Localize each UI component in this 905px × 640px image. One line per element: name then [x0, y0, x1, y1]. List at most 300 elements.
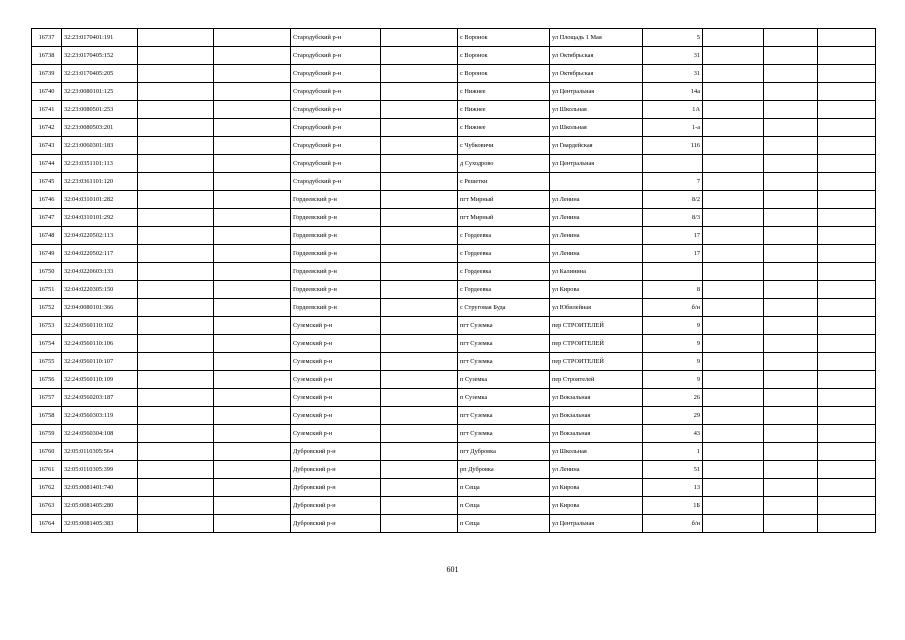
house-number-cell: 43 — [643, 425, 703, 443]
empty-cell — [818, 101, 876, 119]
empty-cell — [138, 479, 214, 497]
empty-cell — [214, 227, 291, 245]
empty-cell — [818, 47, 876, 65]
empty-cell — [764, 497, 818, 515]
empty-cell — [703, 65, 764, 83]
empty-cell — [703, 335, 764, 353]
table-row — [32, 443, 876, 461]
house-number-cell: 8/2 — [643, 191, 703, 209]
empty-cell — [214, 461, 291, 479]
empty-cell — [818, 515, 876, 533]
table-row — [32, 209, 876, 227]
empty-cell — [818, 29, 876, 47]
house-number-cell: 9 — [643, 371, 703, 389]
empty-cell — [818, 335, 876, 353]
row-number-cell: 16738 — [32, 47, 62, 65]
empty-cell — [818, 299, 876, 317]
settlement-cell: с Воронок — [458, 47, 550, 65]
street-cell: ул Калинина — [550, 263, 643, 281]
cadastral-number-cell: 32:24:0560304:108 — [62, 425, 138, 443]
empty-cell — [381, 191, 458, 209]
street-cell: ул Ленина — [550, 461, 643, 479]
settlement-cell: с Нижнее — [458, 101, 550, 119]
table-row — [32, 119, 876, 137]
street-cell: ул Школьная — [550, 101, 643, 119]
empty-cell — [381, 263, 458, 281]
cadastral-number-cell: 32:04:0220502:113 — [62, 227, 138, 245]
house-number-cell: 14а — [643, 83, 703, 101]
cadastral-number-cell: 32:23:0351101:113 — [62, 155, 138, 173]
empty-cell — [764, 191, 818, 209]
empty-cell — [818, 83, 876, 101]
settlement-cell: рп Дубровка — [458, 461, 550, 479]
empty-cell — [138, 137, 214, 155]
cadastral-number-cell: 32:24:0560203:187 — [62, 389, 138, 407]
street-cell: ул Вокзальная — [550, 425, 643, 443]
empty-cell — [818, 155, 876, 173]
empty-cell — [764, 443, 818, 461]
street-cell: ул Ленина — [550, 209, 643, 227]
empty-cell — [214, 443, 291, 461]
empty-cell — [818, 371, 876, 389]
empty-cell — [764, 335, 818, 353]
table-row — [32, 245, 876, 263]
cadastral-number-cell: 32:04:0220502:117 — [62, 245, 138, 263]
street-cell: пер СТРОИТЕЛЕЙ — [550, 335, 643, 353]
empty-cell — [764, 227, 818, 245]
district-cell: Стародубский р-н — [291, 155, 381, 173]
empty-cell — [818, 461, 876, 479]
empty-cell — [138, 83, 214, 101]
settlement-cell: с Гордеевка — [458, 227, 550, 245]
cadastral-number-cell: 32:23:0170405:152 — [62, 47, 138, 65]
table-body — [32, 29, 876, 533]
row-number-cell: 16746 — [32, 191, 62, 209]
house-number-cell: 116 — [643, 137, 703, 155]
empty-cell — [138, 353, 214, 371]
empty-cell — [764, 83, 818, 101]
district-cell: Стародубский р-н — [291, 83, 381, 101]
empty-cell — [818, 245, 876, 263]
empty-cell — [138, 317, 214, 335]
empty-cell — [214, 497, 291, 515]
district-cell: Гордеевский р-н — [291, 281, 381, 299]
empty-cell — [764, 353, 818, 371]
table-row — [32, 101, 876, 119]
cadastral-number-cell: 32:04:0310101:292 — [62, 209, 138, 227]
settlement-cell: пгт Суземка — [458, 425, 550, 443]
settlement-cell: пгт Суземка — [458, 407, 550, 425]
empty-cell — [764, 65, 818, 83]
empty-cell — [381, 407, 458, 425]
district-cell: Стародубский р-н — [291, 47, 381, 65]
table-row — [32, 317, 876, 335]
district-cell: Дубровский р-н — [291, 461, 381, 479]
settlement-cell: п Суземка — [458, 371, 550, 389]
row-number-cell: 16744 — [32, 155, 62, 173]
table-row — [32, 425, 876, 443]
district-cell: Суземский р-н — [291, 425, 381, 443]
empty-cell — [703, 245, 764, 263]
table-row — [32, 227, 876, 245]
empty-cell — [764, 281, 818, 299]
table-row — [32, 29, 876, 47]
empty-cell — [764, 425, 818, 443]
empty-cell — [818, 317, 876, 335]
house-number-cell: 1-а — [643, 119, 703, 137]
empty-cell — [703, 461, 764, 479]
street-cell: ул Школьная — [550, 119, 643, 137]
house-number-cell: 8/3 — [643, 209, 703, 227]
cadastral-number-cell: 32:24:0560303:119 — [62, 407, 138, 425]
row-number-cell: 16759 — [32, 425, 62, 443]
empty-cell — [818, 443, 876, 461]
row-number-cell: 16748 — [32, 227, 62, 245]
empty-cell — [703, 443, 764, 461]
cadastral-number-cell: 32:23:0080503:201 — [62, 119, 138, 137]
empty-cell — [703, 119, 764, 137]
district-cell: Суземский р-н — [291, 335, 381, 353]
empty-cell — [764, 209, 818, 227]
house-number-cell: 9 — [643, 353, 703, 371]
street-cell: ул Ленина — [550, 245, 643, 263]
cadastral-number-cell: 32:04:0080101:366 — [62, 299, 138, 317]
settlement-cell: д Суходрово — [458, 155, 550, 173]
empty-cell — [138, 263, 214, 281]
row-number-cell: 16747 — [32, 209, 62, 227]
house-number-cell: 1А — [643, 101, 703, 119]
row-number-cell: 16753 — [32, 317, 62, 335]
empty-cell — [818, 137, 876, 155]
empty-cell — [764, 155, 818, 173]
settlement-cell: п Сеща — [458, 479, 550, 497]
district-cell: Дубровский р-н — [291, 479, 381, 497]
settlement-cell: с Нижнее — [458, 83, 550, 101]
empty-cell — [214, 29, 291, 47]
row-number-cell: 16757 — [32, 389, 62, 407]
settlement-cell: п Суземка — [458, 389, 550, 407]
cadastral-number-cell: 32:23:0060301:183 — [62, 137, 138, 155]
empty-cell — [764, 515, 818, 533]
empty-cell — [764, 47, 818, 65]
house-number-cell: 8 — [643, 281, 703, 299]
house-number-cell — [643, 263, 703, 281]
empty-cell — [703, 479, 764, 497]
street-cell: ул Центральная — [550, 515, 643, 533]
empty-cell — [764, 101, 818, 119]
empty-cell — [214, 371, 291, 389]
cadastral-number-cell: 32:05:0110305:399 — [62, 461, 138, 479]
empty-cell — [818, 389, 876, 407]
empty-cell — [214, 191, 291, 209]
empty-cell — [138, 47, 214, 65]
empty-cell — [138, 245, 214, 263]
empty-cell — [138, 335, 214, 353]
row-number-cell: 16763 — [32, 497, 62, 515]
empty-cell — [214, 335, 291, 353]
settlement-cell: п Сеща — [458, 515, 550, 533]
district-cell: Стародубский р-н — [291, 137, 381, 155]
table-row — [32, 155, 876, 173]
cadastral-number-cell: 32:23:0080101:125 — [62, 83, 138, 101]
table-row — [32, 263, 876, 281]
empty-cell — [381, 173, 458, 191]
empty-cell — [818, 425, 876, 443]
settlement-cell: с Решетки — [458, 173, 550, 191]
street-cell — [550, 173, 643, 191]
empty-cell — [138, 299, 214, 317]
row-number-cell: 16750 — [32, 263, 62, 281]
house-number-cell: 51 — [643, 461, 703, 479]
cadastral-number-cell: 32:04:0310101:282 — [62, 191, 138, 209]
empty-cell — [214, 83, 291, 101]
empty-cell — [138, 119, 214, 137]
row-number-cell: 16764 — [32, 515, 62, 533]
street-cell: ул Центральная — [550, 83, 643, 101]
empty-cell — [818, 209, 876, 227]
empty-cell — [381, 281, 458, 299]
empty-cell — [764, 245, 818, 263]
table-row — [32, 83, 876, 101]
empty-cell — [818, 479, 876, 497]
empty-cell — [703, 47, 764, 65]
empty-cell — [214, 209, 291, 227]
empty-cell — [214, 425, 291, 443]
cadastral-number-cell: 32:24:0560110:102 — [62, 317, 138, 335]
house-number-cell: 13 — [643, 479, 703, 497]
empty-cell — [764, 263, 818, 281]
empty-cell — [214, 479, 291, 497]
empty-cell — [703, 425, 764, 443]
settlement-cell: с Струговая Буда — [458, 299, 550, 317]
empty-cell — [138, 497, 214, 515]
empty-cell — [214, 173, 291, 191]
empty-cell — [138, 443, 214, 461]
street-cell: пер СТРОИТЕЛЕЙ — [550, 317, 643, 335]
empty-cell — [214, 137, 291, 155]
empty-cell — [214, 515, 291, 533]
empty-cell — [381, 299, 458, 317]
empty-cell — [381, 155, 458, 173]
district-cell: Суземский р-н — [291, 317, 381, 335]
empty-cell — [381, 65, 458, 83]
street-cell: ул Школьная — [550, 443, 643, 461]
table-row — [32, 371, 876, 389]
cadastral-number-cell: 32:23:0080501:253 — [62, 101, 138, 119]
row-number-cell: 16756 — [32, 371, 62, 389]
district-cell: Стародубский р-н — [291, 173, 381, 191]
empty-cell — [703, 281, 764, 299]
district-cell: Гордеевский р-н — [291, 263, 381, 281]
settlement-cell: пгт Мирный — [458, 209, 550, 227]
cadastral-number-cell: 32:05:0081405:280 — [62, 497, 138, 515]
street-cell: ул Юбилейная — [550, 299, 643, 317]
empty-cell — [703, 317, 764, 335]
street-cell: ул Кирова — [550, 479, 643, 497]
empty-cell — [703, 353, 764, 371]
settlement-cell: с Гордеевка — [458, 263, 550, 281]
table-row — [32, 407, 876, 425]
empty-cell — [381, 83, 458, 101]
house-number-cell: 7 — [643, 173, 703, 191]
empty-cell — [381, 479, 458, 497]
settlement-cell: п Сеща — [458, 497, 550, 515]
empty-cell — [381, 515, 458, 533]
empty-cell — [764, 371, 818, 389]
empty-cell — [703, 389, 764, 407]
empty-cell — [764, 29, 818, 47]
empty-cell — [138, 407, 214, 425]
district-cell: Суземский р-н — [291, 407, 381, 425]
empty-cell — [138, 173, 214, 191]
street-cell: ул Кирова — [550, 281, 643, 299]
empty-cell — [381, 137, 458, 155]
settlement-cell: пгт Суземка — [458, 353, 550, 371]
row-number-cell: 16737 — [32, 29, 62, 47]
empty-cell — [764, 119, 818, 137]
street-cell: ул Центральная — [550, 155, 643, 173]
settlement-cell: пгт Мирный — [458, 191, 550, 209]
district-cell: Гордеевский р-н — [291, 227, 381, 245]
table-row — [32, 173, 876, 191]
empty-cell — [703, 515, 764, 533]
empty-cell — [818, 227, 876, 245]
street-cell: пер СТРОИТЕЛЕЙ — [550, 353, 643, 371]
empty-cell — [138, 371, 214, 389]
empty-cell — [214, 407, 291, 425]
empty-cell — [818, 281, 876, 299]
table-row — [32, 335, 876, 353]
table-row — [32, 353, 876, 371]
row-number-cell: 16754 — [32, 335, 62, 353]
district-cell: Гордеевский р-н — [291, 299, 381, 317]
empty-cell — [381, 317, 458, 335]
cadastral-number-cell: 32:05:0081405:383 — [62, 515, 138, 533]
cadastral-number-cell: 32:04:0220305:150 — [62, 281, 138, 299]
empty-cell — [703, 209, 764, 227]
empty-cell — [703, 407, 764, 425]
empty-cell — [381, 245, 458, 263]
cadastral-number-cell: 32:23:0170401:191 — [62, 29, 138, 47]
empty-cell — [381, 353, 458, 371]
settlement-cell: с Чубковичи — [458, 137, 550, 155]
row-number-cell: 16752 — [32, 299, 62, 317]
page-number: 601 — [446, 565, 459, 574]
table-row — [32, 137, 876, 155]
table-row — [32, 47, 876, 65]
row-number-cell: 16741 — [32, 101, 62, 119]
house-number-cell: 17 — [643, 227, 703, 245]
empty-cell — [703, 173, 764, 191]
empty-cell — [214, 101, 291, 119]
district-cell: Суземский р-н — [291, 389, 381, 407]
empty-cell — [381, 425, 458, 443]
row-number-cell: 16749 — [32, 245, 62, 263]
empty-cell — [764, 299, 818, 317]
row-number-cell: 16743 — [32, 137, 62, 155]
street-cell: ул Вокзальная — [550, 389, 643, 407]
house-number-cell: 31 — [643, 65, 703, 83]
settlement-cell: с Нижнее — [458, 119, 550, 137]
empty-cell — [703, 497, 764, 515]
settlement-cell: с Воронок — [458, 29, 550, 47]
empty-cell — [703, 263, 764, 281]
row-number-cell: 16742 — [32, 119, 62, 137]
empty-cell — [818, 65, 876, 83]
empty-cell — [214, 353, 291, 371]
house-number-cell: б/н — [643, 515, 703, 533]
settlement-cell: с Гордеевка — [458, 245, 550, 263]
empty-cell — [138, 281, 214, 299]
empty-cell — [764, 137, 818, 155]
district-cell: Дубровский р-н — [291, 515, 381, 533]
cadastral-number-cell: 32:24:0560110:106 — [62, 335, 138, 353]
row-number-cell: 16760 — [32, 443, 62, 461]
empty-cell — [818, 263, 876, 281]
empty-cell — [214, 47, 291, 65]
empty-cell — [214, 155, 291, 173]
cadastral-number-cell: 32:24:0560110:109 — [62, 371, 138, 389]
house-number-cell: 17 — [643, 245, 703, 263]
district-cell: Дубровский р-н — [291, 443, 381, 461]
empty-cell — [703, 191, 764, 209]
table-row — [32, 299, 876, 317]
empty-cell — [214, 281, 291, 299]
empty-cell — [214, 65, 291, 83]
empty-cell — [764, 317, 818, 335]
district-cell: Стародубский р-н — [291, 65, 381, 83]
table-row — [32, 281, 876, 299]
house-number-cell: 26 — [643, 389, 703, 407]
empty-cell — [214, 245, 291, 263]
district-cell: Суземский р-н — [291, 353, 381, 371]
empty-cell — [381, 371, 458, 389]
empty-cell — [138, 389, 214, 407]
empty-cell — [214, 317, 291, 335]
empty-cell — [138, 65, 214, 83]
empty-cell — [764, 173, 818, 191]
empty-cell — [381, 443, 458, 461]
empty-cell — [214, 299, 291, 317]
house-number-cell: 9 — [643, 335, 703, 353]
district-cell: Дубровский р-н — [291, 497, 381, 515]
empty-cell — [381, 119, 458, 137]
house-number-cell: 5 — [643, 29, 703, 47]
settlement-cell: с Гордеевка — [458, 281, 550, 299]
street-cell: ул Вокзальная — [550, 407, 643, 425]
street-cell: ул Октябрьская — [550, 47, 643, 65]
empty-cell — [138, 101, 214, 119]
district-cell: Стародубский р-н — [291, 101, 381, 119]
cadastral-number-cell: 32:24:0560110:107 — [62, 353, 138, 371]
empty-cell — [381, 29, 458, 47]
empty-cell — [818, 353, 876, 371]
empty-cell — [381, 101, 458, 119]
district-cell: Стародубский р-н — [291, 29, 381, 47]
house-number-cell: б/н — [643, 299, 703, 317]
row-number-cell: 16751 — [32, 281, 62, 299]
table-row — [32, 497, 876, 515]
district-cell: Суземский р-н — [291, 371, 381, 389]
empty-cell — [381, 47, 458, 65]
empty-cell — [138, 425, 214, 443]
street-cell: ул Ленина — [550, 227, 643, 245]
street-cell: ул Кирова — [550, 497, 643, 515]
house-number-cell — [643, 155, 703, 173]
empty-cell — [764, 389, 818, 407]
empty-cell — [214, 263, 291, 281]
empty-cell — [818, 407, 876, 425]
